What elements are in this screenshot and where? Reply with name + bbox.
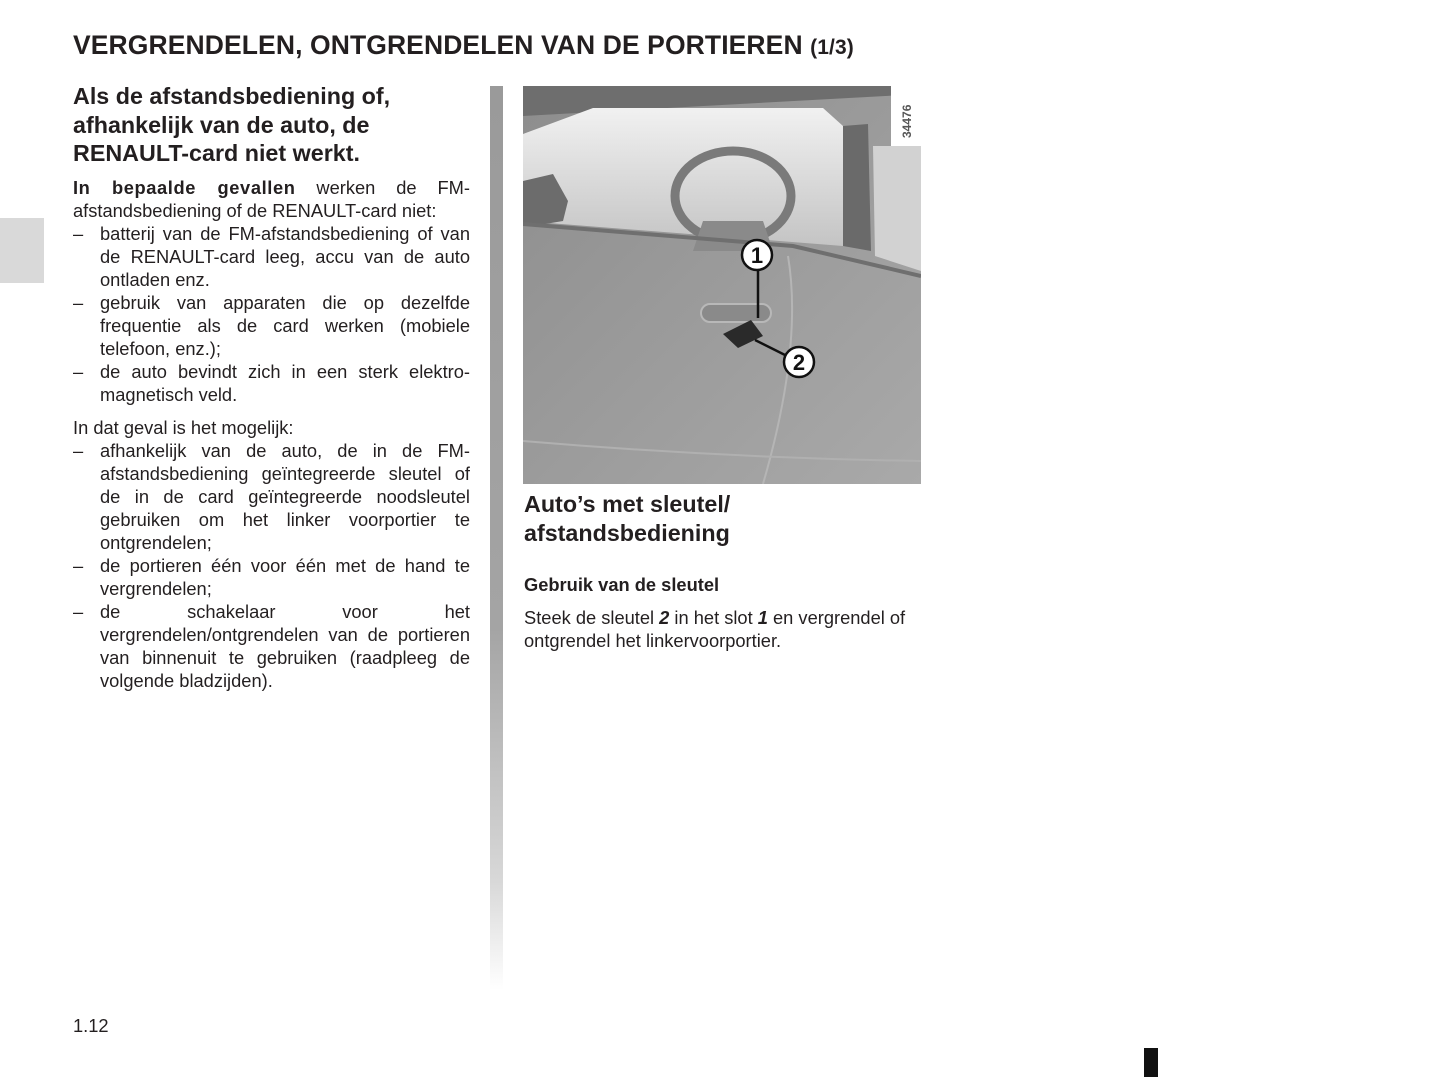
continuation-mark xyxy=(1144,1048,1158,1077)
section-heading-line-1: Als de afstandsbediening of, xyxy=(73,83,391,109)
intro-paragraph xyxy=(73,176,470,222)
dash-marker: – xyxy=(73,600,84,622)
chapter-tab xyxy=(0,218,44,283)
dash-marker: – xyxy=(73,439,84,461)
column-divider xyxy=(490,86,503,990)
key-usage-heading: Gebruik van de sleutel xyxy=(524,574,720,595)
callout-2-label: 2 xyxy=(792,350,806,375)
cause-text-1: batterij van de FM-afstandsbediening of van de RENAULT-card leeg, accu van de auto ontladen enz. xyxy=(100,222,470,290)
dash-marker: – xyxy=(73,291,84,313)
subsection-heading-line-1: Auto’s met sleutel/ xyxy=(524,491,731,517)
list-item xyxy=(73,439,470,554)
section-heading-line-3: RENAULT-card niet werkt. xyxy=(73,140,360,166)
dash-marker: – xyxy=(73,360,84,382)
section-heading xyxy=(73,82,470,168)
car-door-illustration xyxy=(523,86,921,484)
list-item xyxy=(73,222,470,291)
instr-part-c: en vergrendel of ontgrendel het linkervoorportier. xyxy=(524,607,906,651)
key-instruction xyxy=(524,606,924,652)
intro-bold: In bepaalde gevallen xyxy=(73,176,296,198)
instr-lock-number: 1 xyxy=(757,607,768,628)
option-text-2: de portieren één voor één met de hand te vergrendelen; xyxy=(100,554,470,599)
instr-key-number: 2 xyxy=(659,607,670,628)
subsection-heading xyxy=(524,490,924,547)
options-list xyxy=(73,439,470,692)
dash-marker: – xyxy=(73,222,84,244)
page-title-text: VERGRENDELEN, ONTGRENDELEN VAN DE PORTIEREN xyxy=(73,30,803,60)
list-item xyxy=(73,291,470,360)
section-heading-line-2: afhankelijk van de auto, de xyxy=(73,111,370,138)
page-counter: (1/3) xyxy=(810,36,854,59)
left-column xyxy=(73,82,470,692)
subsection-heading-line-2: afstandsbediening xyxy=(524,519,730,546)
page-number: 1.12 xyxy=(73,1015,109,1036)
option-text-1: afhankelijk van de auto, de in de FM-afstandsbediening geïntegreerde sleutel of de in de card geïntegreerde noodsleutel gebruiken om het linker voorportier te ontgrendelen; xyxy=(100,439,470,553)
options-intro: In dat geval is het mogelijk: xyxy=(73,416,294,438)
figure-ref-number: 34476 xyxy=(900,104,914,138)
option-text-3: de schakelaar voor het vergrendelen/ontgrendelen van de portieren van binnenuit te gebruiken (raadpleeg de volgende bladzijden). xyxy=(100,600,470,691)
dash-marker: – xyxy=(73,554,84,576)
car-door-drawing xyxy=(523,86,921,484)
causes-list xyxy=(73,222,470,406)
instr-part-b: in het slot xyxy=(669,607,758,628)
list-item xyxy=(73,360,470,406)
cause-text-2: gebruik van apparaten die op dezelfde frequentie als de card werken (mobiele telefoon, enz.); xyxy=(100,291,470,359)
intro-rest: werken de FM-afstandsbediening of de RENAULT-card niet: xyxy=(73,176,470,221)
callout-1-label: 1 xyxy=(750,243,764,268)
cause-text-3: de auto bevindt zich in een sterk elektro-magnetisch veld. xyxy=(100,360,470,405)
list-item xyxy=(73,554,470,600)
right-column xyxy=(524,490,924,652)
instr-part-a: Steek de sleutel xyxy=(524,607,660,628)
page-title xyxy=(73,30,1073,61)
list-item xyxy=(73,600,470,692)
